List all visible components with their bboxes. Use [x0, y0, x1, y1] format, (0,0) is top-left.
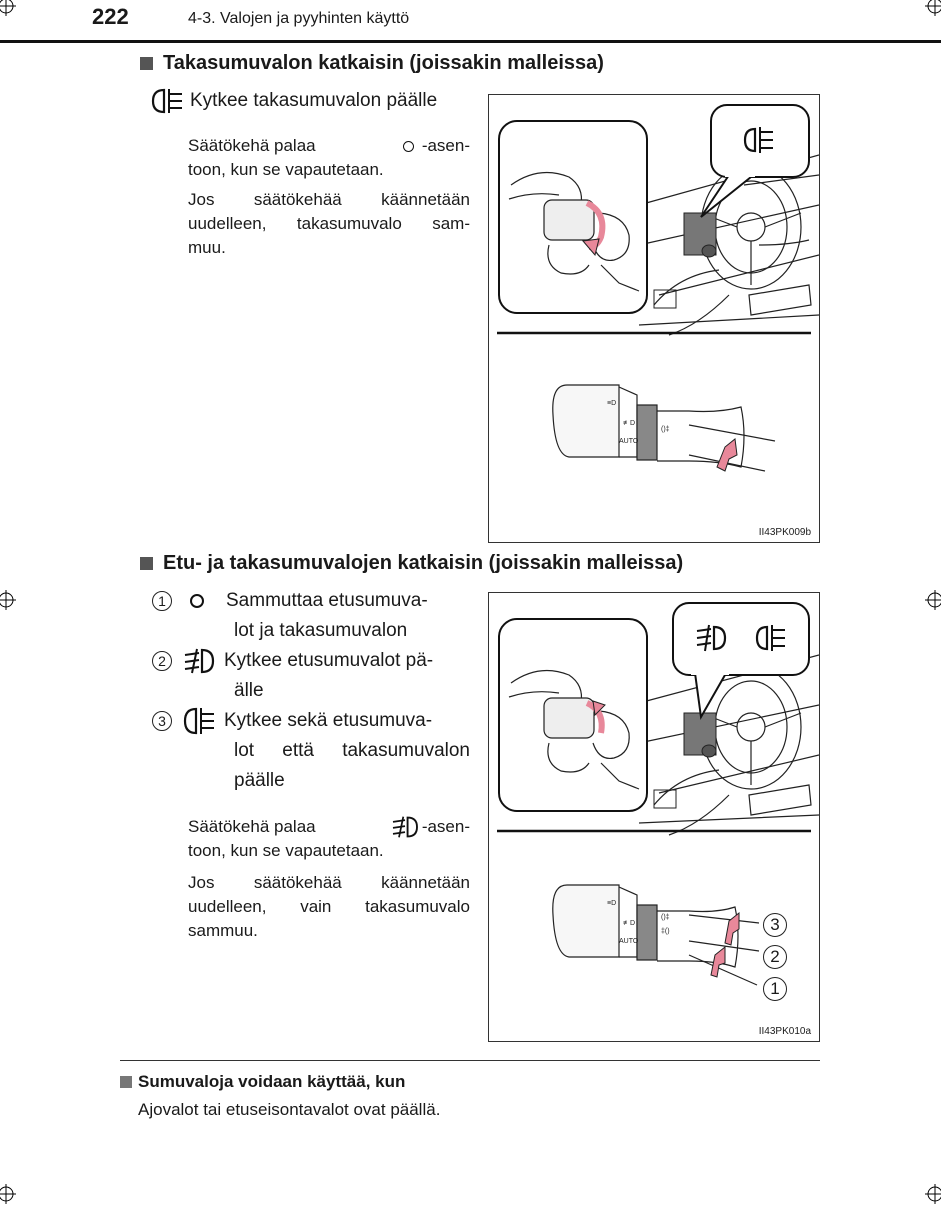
section2-item-1-line2: lot ja takasumuvalon [234, 620, 408, 641]
section1-item [150, 86, 437, 116]
section2-para2-l2: uudelleen, vain takasumuvalo [188, 897, 470, 916]
svg-text:()‡: ()‡ [661, 426, 670, 433]
note-title: Sumuvaloja voidaan käyttää, kun [138, 1072, 406, 1091]
section1-para2-l3: muu. [188, 238, 226, 257]
section2-title: Etu- ja takasumuvalojen katkaisin (joissakin malleissa) [163, 552, 684, 574]
svg-text:AUTO: AUTO [619, 938, 639, 945]
section2-item-3-line1: Kytkee sekä etusumuva- [224, 710, 433, 731]
section2-para1 [188, 815, 470, 863]
figure-rear-fog-switch [488, 94, 820, 543]
front-fog-light-icon [390, 815, 420, 839]
section1-para1-b: -asen- [421, 136, 470, 155]
number-badge: 2 [152, 651, 172, 671]
section-breadcrumb: 4-3. Valojen ja pyyhinten käyttö [188, 10, 410, 27]
section1-para2 [188, 188, 470, 260]
section2-item-2-line1: Kytkee etusumuvalot pä- [224, 650, 434, 671]
rear-fog-light-icon [182, 706, 216, 736]
section2-item-2 [152, 646, 470, 706]
front-fog-light-icon [182, 647, 216, 675]
note-text: Ajovalot tai etuseisontavalot ovat päällä. [138, 1100, 441, 1119]
crop-mark-bottom-left [0, 1184, 16, 1204]
section1-para2-l2: uudelleen, takasumuvalo sam- [188, 214, 470, 233]
section2-para1-c: toon, kun se vapautetaan. [188, 841, 384, 860]
square-bullet-icon [140, 557, 153, 570]
off-circle-icon [403, 141, 414, 152]
section2-item-3-line3: päälle [234, 770, 285, 791]
callout-number-3: 3 [763, 913, 787, 937]
section2-para2-l3: sammuu. [188, 921, 258, 940]
svg-text:≢D: ≢D [623, 420, 636, 427]
section1-item-label: Kytkee takasumuvalon päälle [190, 90, 438, 111]
section1-para1 [188, 134, 470, 182]
section1-para1-c: toon, kun se vapautetaan. [188, 160, 384, 179]
svg-text:≢D: ≢D [623, 920, 636, 927]
rear-fog-light-icon [150, 86, 186, 116]
svg-text:‡(): ‡() [661, 928, 670, 935]
header-divider [0, 40, 941, 43]
section1-heading [140, 52, 604, 75]
svg-text:AUTO: AUTO [619, 438, 639, 445]
section2-item-1-line1: Sammuttaa etusumuva- [226, 590, 428, 611]
svg-text:≡D: ≡D [607, 400, 617, 407]
section2-para2 [188, 871, 470, 943]
section2-para1-a: Säätökehä palaa [188, 817, 316, 836]
section2-heading [140, 552, 683, 575]
svg-text:()‡: ()‡ [661, 914, 670, 921]
section2-item-3 [152, 706, 470, 796]
section2-item-1 [152, 586, 470, 646]
figure2-code: II43PK010a [758, 1026, 811, 1037]
note-heading [120, 1072, 405, 1092]
crop-mark-bottom-right [925, 1184, 941, 1204]
section1-para2-l1: Jos säätökehää käännetään [188, 190, 470, 209]
crop-mark-mid-right [925, 590, 941, 610]
section2-para1-b: -asen- [421, 817, 470, 836]
callout-number-1: 1 [763, 977, 787, 1001]
off-circle-icon [190, 594, 204, 608]
section2-item-2-line2: älle [234, 680, 264, 701]
section1-title: Takasumuvalon katkaisin (joissakin malleissa) [163, 52, 604, 74]
square-bullet-icon [120, 1076, 132, 1088]
number-badge: 1 [152, 591, 172, 611]
callout-number-2: 2 [763, 945, 787, 969]
number-badge: 3 [152, 711, 172, 731]
svg-text:≡D: ≡D [607, 900, 617, 907]
section1-para1-a: Säätökehä palaa [188, 136, 316, 155]
figure1-code: II43PK009b [758, 527, 811, 538]
square-bullet-icon [140, 57, 153, 70]
note-divider [120, 1060, 820, 1061]
figure-front-rear-fog-switch [488, 592, 820, 1042]
page-number: 222 [92, 4, 129, 29]
crop-mark-top-left [0, 0, 16, 16]
crop-mark-top-right [925, 0, 941, 16]
crop-mark-mid-left [0, 590, 16, 610]
section2-para2-l1: Jos säätökehää käännetään [188, 873, 470, 892]
section2-item-3-line2: lot että takasumuvalon [234, 740, 470, 761]
